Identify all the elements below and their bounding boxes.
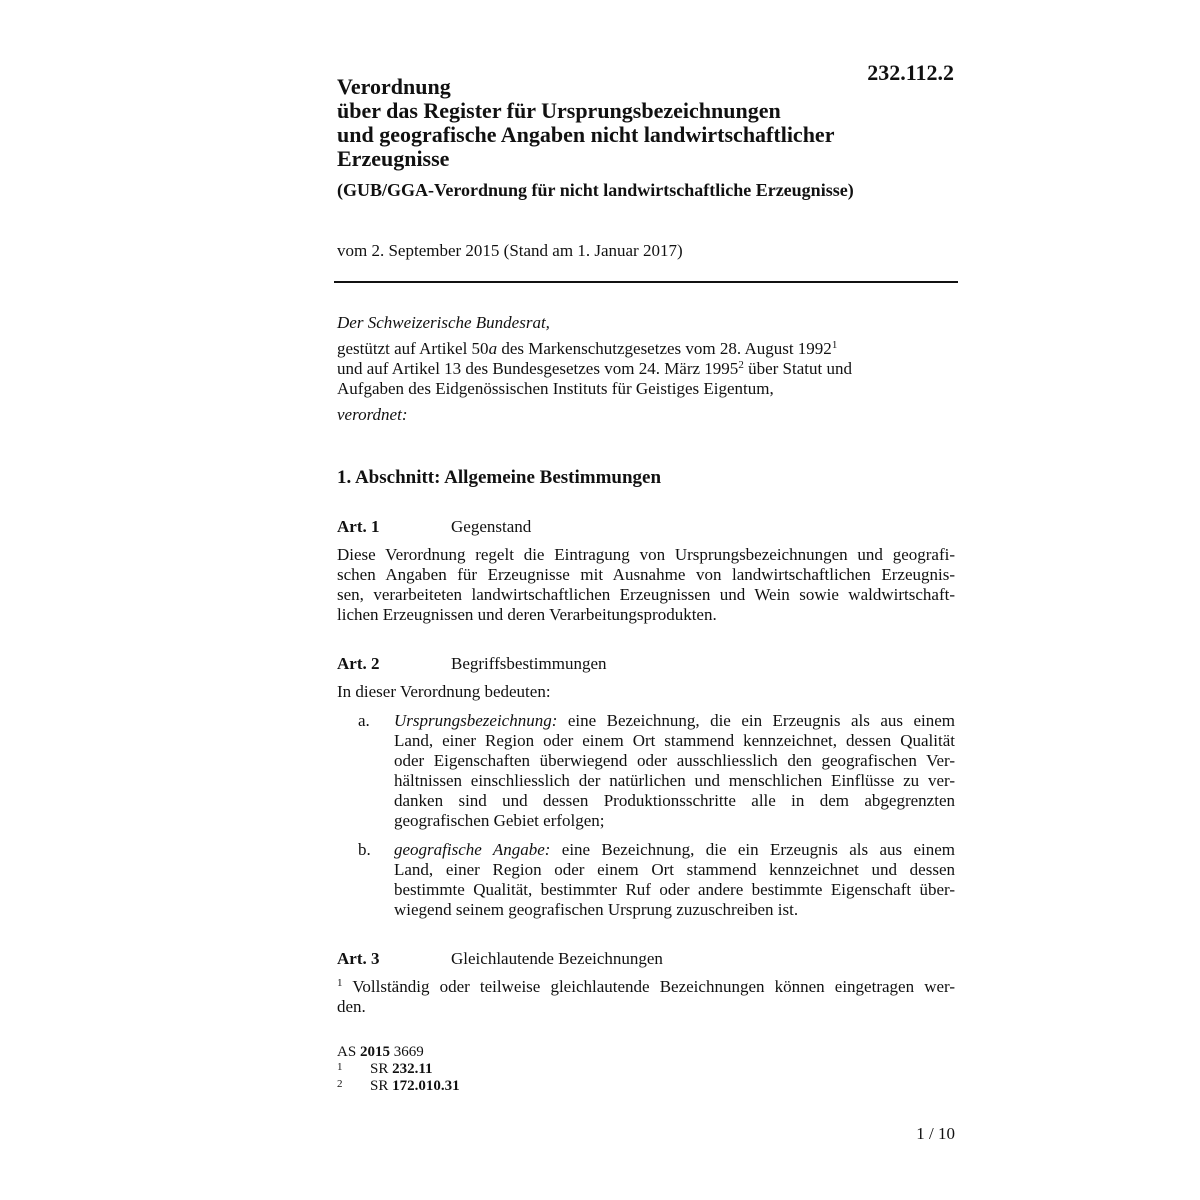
article-number: Art. 3 xyxy=(337,949,380,968)
title-line: Verordnung xyxy=(337,74,451,99)
footnote-ref[interactable]: 232.11 xyxy=(392,1061,433,1077)
paragraph-number: 1 xyxy=(337,977,343,989)
title-line: und geografische Angaben nicht landwirtschaftlicher xyxy=(337,122,835,147)
header-divider xyxy=(334,281,958,283)
defined-term: geografische Angabe: xyxy=(394,840,551,859)
paragraph-text: Vollständig oder teilweise gleichlautende Bezeichnungen können eingetragen wer- xyxy=(342,977,955,996)
footnote-number: 1 xyxy=(337,1061,343,1073)
text-line: sen, verarbeiteten landwirtschaftlichen Erzeugnissen und Wein sowie waldwirtschaft- xyxy=(337,585,955,604)
text-line xyxy=(394,711,955,731)
text-line: geografischen Gebiet erfolgen; xyxy=(394,811,605,830)
footnote-ref[interactable]: 172.010.31 xyxy=(392,1078,460,1094)
text-line: hältnissen einschliesslich der natürlichen und menschlichen Einflüsse zu ver- xyxy=(394,771,955,790)
article-3-text xyxy=(337,977,955,1017)
text-line: danken sind und dessen Produktionsschritte alle in dem abgegrenzten xyxy=(394,791,955,810)
preamble-line-2 xyxy=(337,359,852,379)
preamble-line1-italic: a xyxy=(488,339,498,358)
text-line: oder Eigenschaften überwiegend oder ausschliesslich den geografischen Ver- xyxy=(394,751,955,770)
list-marker: a. xyxy=(358,711,370,730)
footnote-prefix: SR xyxy=(370,1061,393,1077)
text-line xyxy=(337,977,955,997)
preamble-line1-pre: gestützt auf Artikel 50 xyxy=(337,339,489,358)
section-heading: 1. Abschnitt: Allgemeine Bestimmungen xyxy=(337,467,662,488)
text-line xyxy=(394,840,955,860)
definition-text: eine Bezeichnung, die ein Erzeugnis als aus einem xyxy=(557,711,955,730)
preamble-decree: verordnet: xyxy=(337,405,408,424)
text-line: Land, einer Region oder einem Ort stammend kennzeichnet, dessen Qualität xyxy=(394,731,955,750)
definition-item xyxy=(394,711,955,831)
page-number: 1 / 10 xyxy=(916,1124,955,1143)
article-2-intro: In dieser Verordnung bedeuten: xyxy=(337,682,551,701)
list-marker: b. xyxy=(358,840,371,859)
title-line: Erzeugnisse xyxy=(337,146,450,171)
title-line: über das Register für Ursprungsbezeichnungen xyxy=(337,98,781,123)
footnote-ref-1[interactable]: 1 xyxy=(831,339,838,351)
text-line: bestimmte Qualität, bestimmter Ruf oder andere bestimmte Eigenschaft über- xyxy=(394,880,955,899)
text-line: den. xyxy=(337,997,366,1016)
as-page: 3669 xyxy=(389,1044,424,1060)
preamble-line2-post: über Statut und xyxy=(743,359,852,378)
preamble-line2-pre: und auf Artikel 13 des Bundesgesetzes vom 24. März 1995 xyxy=(337,359,739,378)
article-title: Gegenstand xyxy=(451,517,532,536)
article-1-text xyxy=(337,545,955,625)
text-line: lichen Erzeugnissen und deren Verarbeitungsprodukten. xyxy=(337,605,717,624)
preamble-line-1 xyxy=(337,339,837,359)
article-title: Gleichlautende Bezeichnungen xyxy=(451,949,663,968)
footnote-number: 2 xyxy=(337,1078,343,1090)
article-number: Art. 1 xyxy=(337,517,380,536)
footnote-ref-2[interactable]: 2 xyxy=(738,359,744,371)
definition-item xyxy=(394,840,955,920)
as-prefix: AS xyxy=(337,1044,360,1060)
document-title xyxy=(337,75,977,171)
text-line: Diese Verordnung regelt die Eintragung von Ursprungsbezeichnungen und geografi- xyxy=(337,545,955,564)
text-line: schen Angaben für Erzeugnisse mit Ausnahme von landwirtschaftlichen Erzeugnis- xyxy=(337,565,955,584)
article-title: Begriffsbestimmungen xyxy=(451,654,607,673)
article-number: Art. 2 xyxy=(337,654,380,673)
definition-text: eine Bezeichnung, die ein Erzeugnis als aus einem xyxy=(550,840,955,859)
preamble-line-3: Aufgaben des Eidgenössischen Instituts für Geistiges Eigentum, xyxy=(337,379,774,398)
document-subtitle: (GUB/GGA-Verordnung für nicht landwirtschaftliche Erzeugnisse) xyxy=(337,180,854,200)
as-year: 2015 xyxy=(359,1044,390,1060)
document-date: vom 2. September 2015 (Stand am 1. Januar 2017) xyxy=(337,241,683,260)
sr-number: 232.112.2 xyxy=(867,60,954,85)
footnote-prefix: SR xyxy=(370,1078,393,1094)
preamble-line1-post: des Markenschutzgesetzes vom 28. August 1992 xyxy=(497,339,832,358)
text-line: Land, einer Region oder einem Ort stammend kennzeichnet und dessen xyxy=(394,860,955,879)
text-line: wiegend seinem geografischen Ursprung zuzuschreiben ist. xyxy=(394,900,799,919)
preamble-authority: Der Schweizerische Bundesrat, xyxy=(337,313,550,332)
defined-term: Ursprungsbezeichnung: xyxy=(394,711,558,730)
